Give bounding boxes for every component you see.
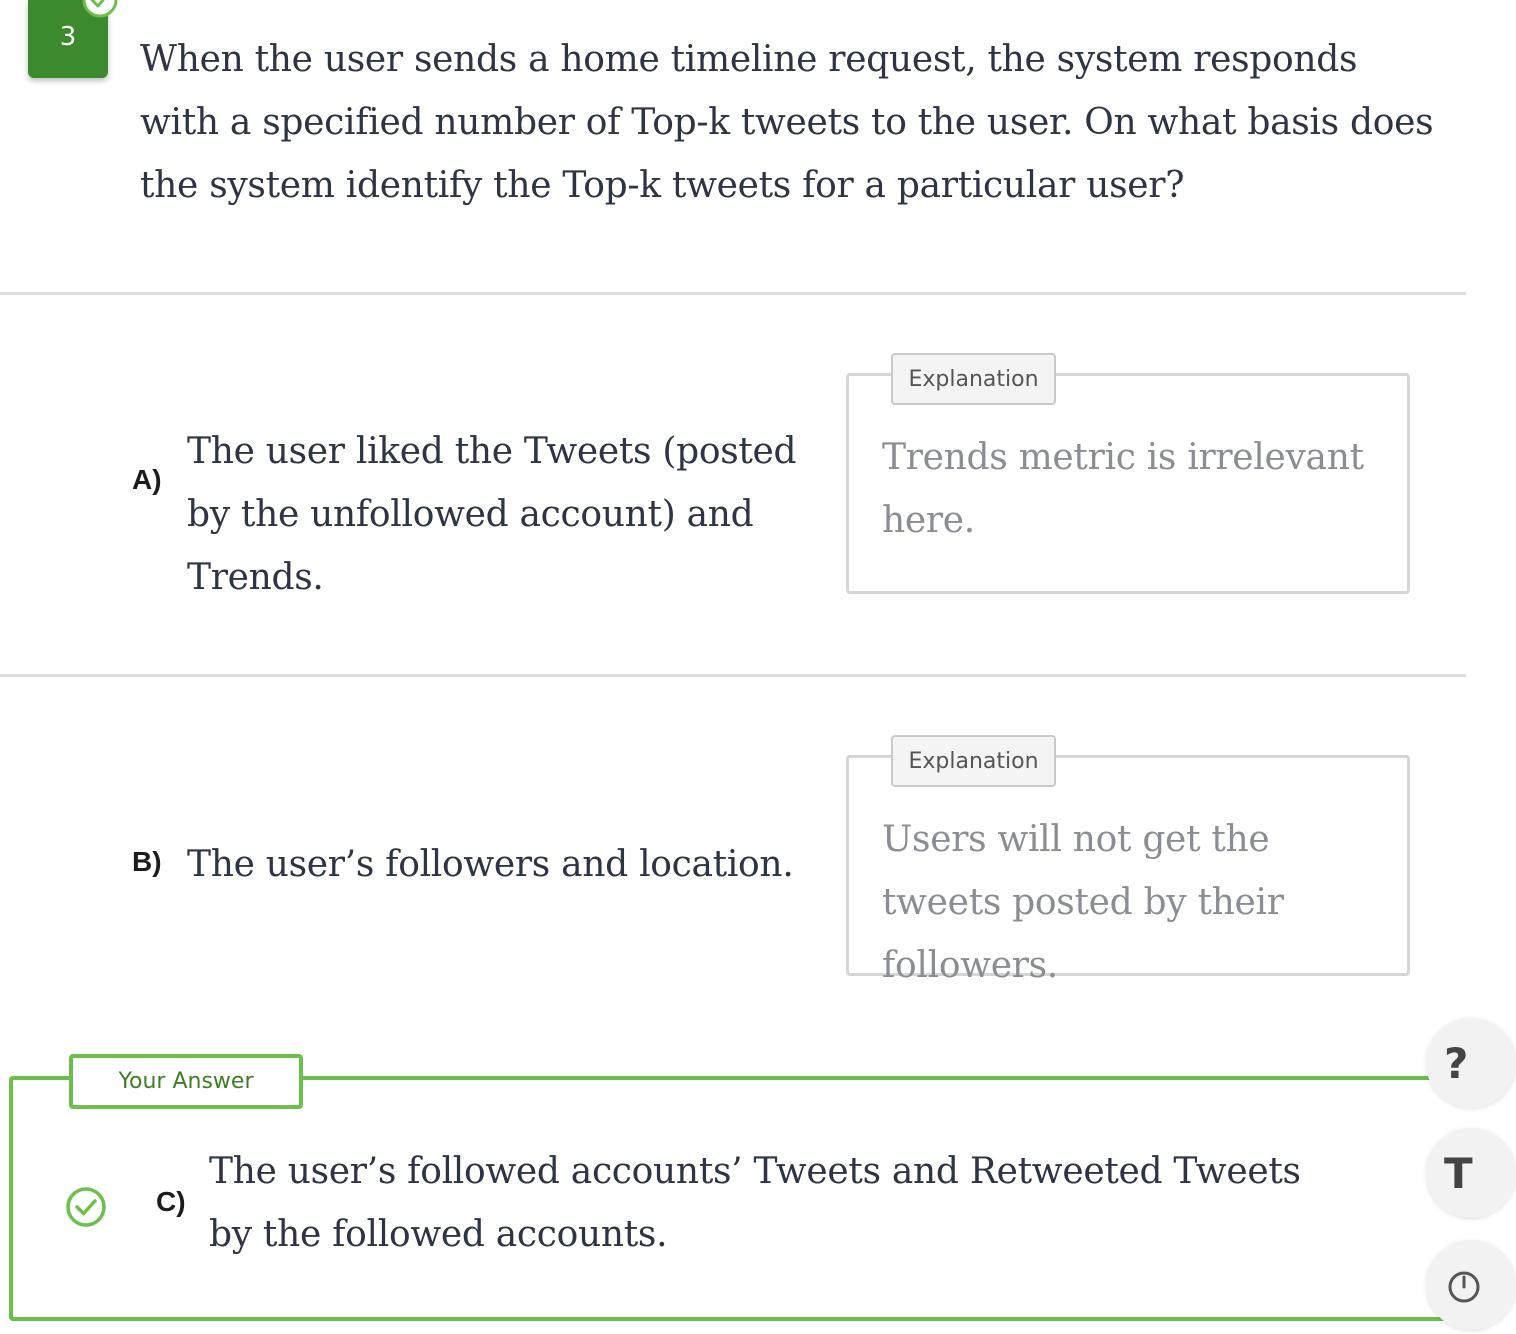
option-a-explanation-text: Trends metric is irrelevant here. — [882, 437, 1364, 541]
option-b-explanation-box — [846, 748, 1410, 986]
option-b-text[interactable]: The user’s followers and location. — [187, 844, 794, 885]
option-b-letter: B) — [132, 846, 162, 877]
text-icon: T — [1444, 1148, 1473, 1198]
option-a-letter: A) — [132, 464, 162, 495]
help-icon: ? — [1444, 1038, 1469, 1088]
option-b-explanation-text: Users will not get the tweets posted by their followers. — [882, 819, 1284, 986]
check-circle-icon — [65, 1186, 107, 1228]
your-answer-tag: Your Answer — [69, 1054, 303, 1109]
question-number: 3 — [59, 22, 77, 52]
check-circle-icon — [80, 0, 120, 22]
option-a-text[interactable]: The user liked the Tweets (posted by the unfollowed account) and Trends. — [187, 431, 797, 598]
your-answer-box[interactable] — [9, 1069, 1449, 1321]
option-c-letter: C) — [156, 1186, 186, 1217]
question-text: When the user sends a home timeline request, the system responds with a specified number of Top-k tweets to the user. On what basis does the system identify the Top-k tweets for a particular user? — [140, 39, 1434, 206]
timer-icon — [1444, 1265, 1484, 1305]
option-a-explanation-box — [846, 366, 1410, 594]
explanation-tag: Explanation — [891, 353, 1056, 405]
explanation-tag: Explanation — [891, 735, 1056, 787]
option-c-text: The user’s followed accounts’ Tweets and Retweeted Tweets by the followed accounts. — [209, 1151, 1301, 1255]
divider — [0, 292, 1466, 295]
text-tool-button[interactable] — [1426, 1128, 1516, 1218]
help-button[interactable] — [1426, 1018, 1516, 1108]
divider — [0, 674, 1466, 677]
timer-button[interactable] — [1426, 1240, 1516, 1330]
